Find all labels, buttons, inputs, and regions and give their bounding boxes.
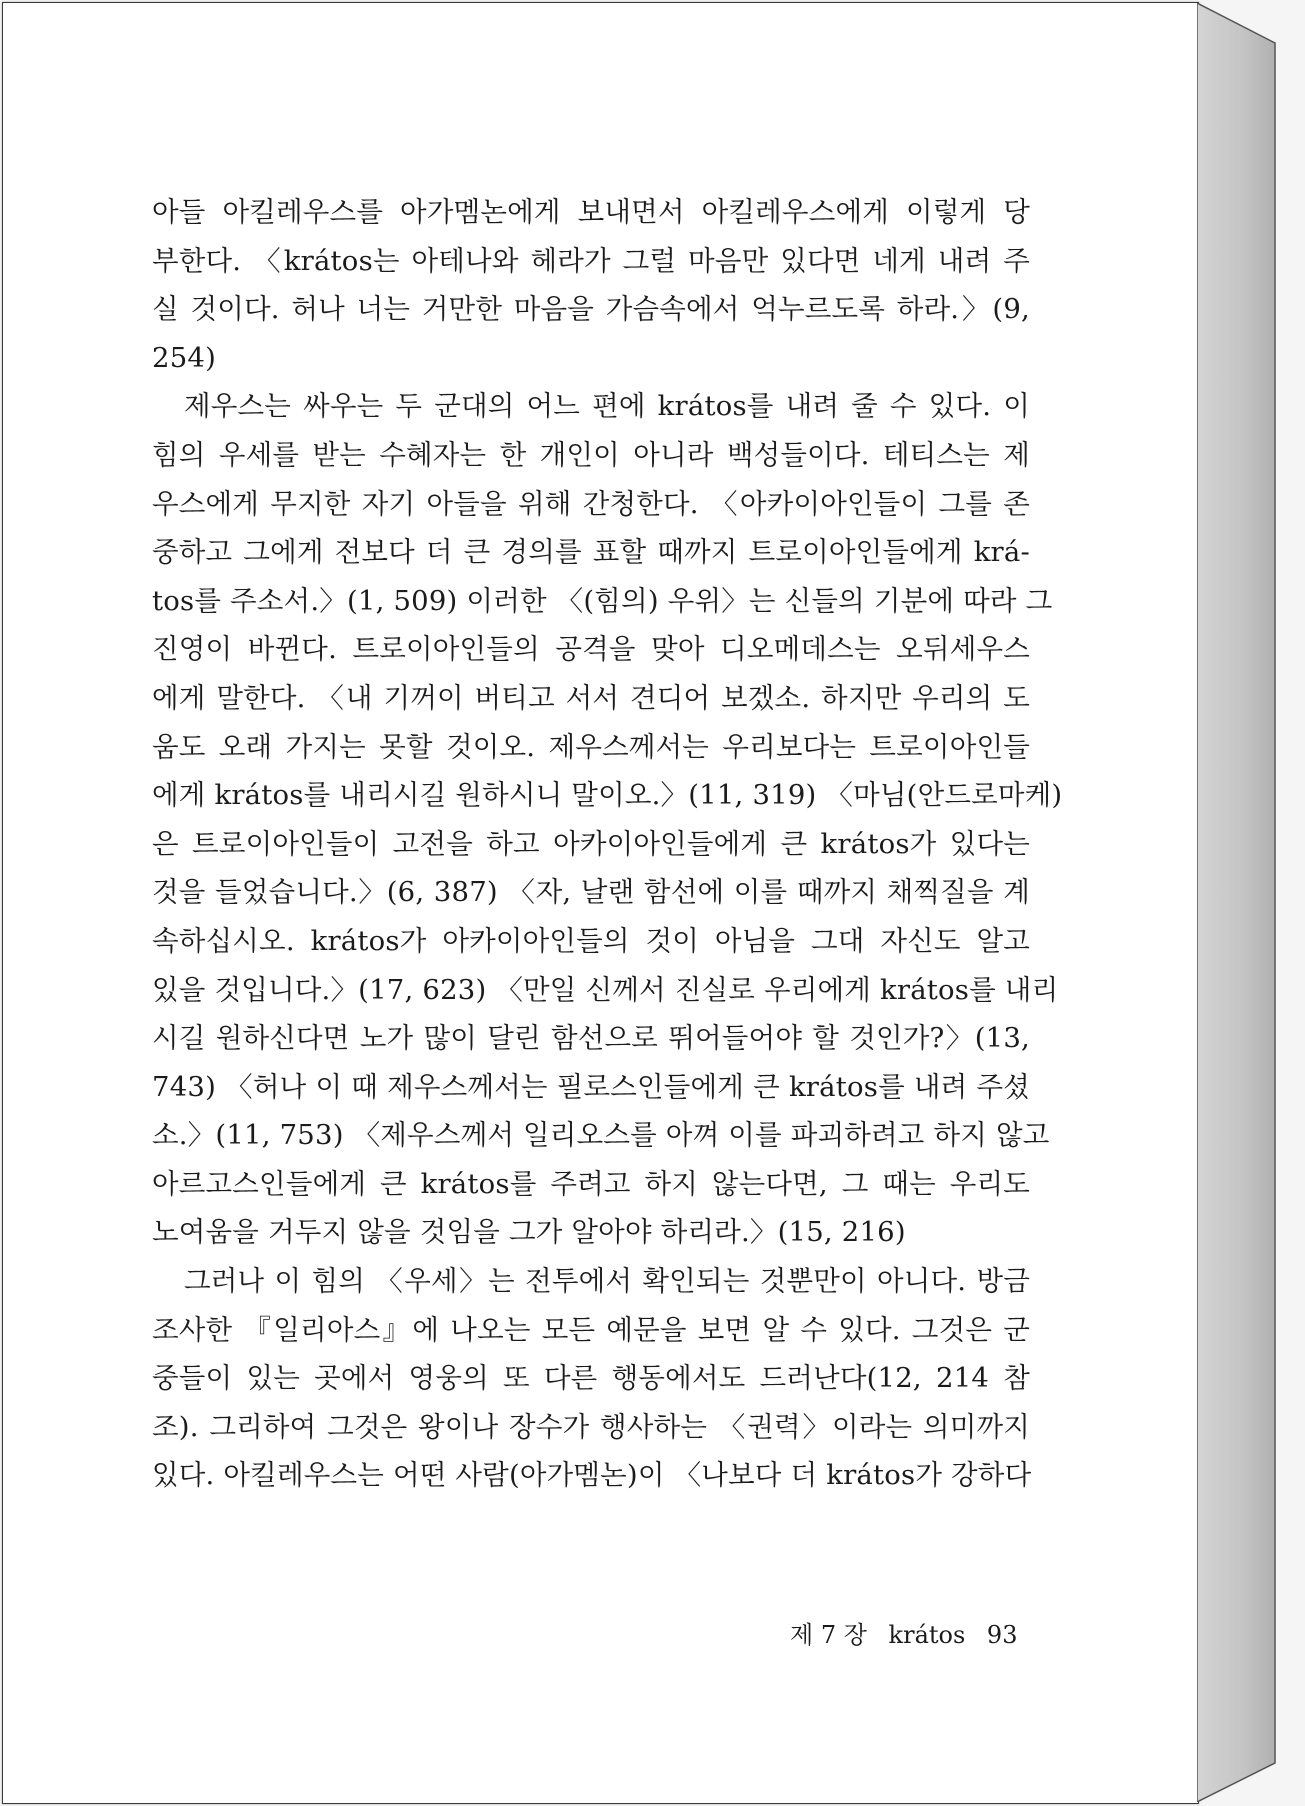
- text-line: 시길 원하신다면 노가 많이 달린 함선으로 뛰어들어야 할 것인가?〉(13,: [152, 1022, 1030, 1055]
- page-number: 93: [986, 1621, 1018, 1649]
- text-line: 노여움을 거두지 않을 것임을 그가 알아야 하리라.〉(15, 216): [152, 1216, 906, 1249]
- text-line: 에게 말한다. 〈내 기꺼이 버티고 서서 견디어 보겠소. 하지만 우리의 도: [152, 681, 1030, 714]
- text-line: 있을 것입니다.〉(17, 623) 〈만일 신께서 진실로 우리에게 krátos를 내리: [152, 973, 1059, 1006]
- text-line: 제우스는 싸우는 두 군대의 어느 편에 krátos를 내려 줄 수 있다. 이: [184, 390, 1030, 423]
- text-line: 부한다. 〈krátos는 아테나와 헤라가 그럴 마음만 있다면 네게 내려 주: [152, 244, 1030, 277]
- book-page-edge: [1197, 3, 1277, 1802]
- text-line: 움도 오래 가지는 못할 것이오. 제우스께서는 우리보다는 트로이아인들: [152, 730, 1030, 763]
- page-footer: [790, 1615, 1040, 1650]
- text-line: 중하고 그에게 전보다 더 큰 경의를 표할 때까지 트로이아인들에게 krá-: [152, 536, 1030, 569]
- text-line: 우스에게 무지한 자기 아들을 위해 간청한다. 〈아카이아인들이 그를 존: [152, 487, 1030, 520]
- text-line: 아들 아킬레우스를 아가멤논에게 보내면서 아킬레우스에게 이렇게 당: [152, 196, 1030, 228]
- text-line: 소.〉(11, 753) 〈제우스께서 일리오스를 아껴 이를 파괴하려고 하지 않고: [152, 1119, 1050, 1152]
- text-line: 것을 들었습니다.〉(6, 387) 〈자, 날랜 함선에 이를 때까지 채찍질을 계: [152, 876, 1030, 909]
- text-line: 에게 krátos를 내리시길 원하시니 말이오.〉(11, 319) 〈마님(안드로마케): [152, 779, 1063, 812]
- text-line: tos를 주소서.〉(1, 509) 이러한 〈(힘의) 우위〉는 신들의 기분에 따라 그: [152, 584, 1053, 617]
- body-text: [152, 188, 1063, 1500]
- text-line: 254): [152, 341, 217, 374]
- text-line: 아르고스인들에게 큰 krátos를 주려고 하지 않는다면, 그 때는 우리도: [152, 1167, 1030, 1200]
- text-line: 조사한 『일리아스』에 나오는 모든 예문을 보면 알 수 있다. 그것은 군: [152, 1313, 1030, 1346]
- footer-title: krátos: [888, 1621, 966, 1649]
- text-line: 실 것이다. 허나 너는 거만한 마음을 가슴속에서 억누르도록 하라.〉(9,: [152, 293, 1030, 326]
- text-line: 중들이 있는 곳에서 영웅의 또 다른 행동에서도 드러난다(12, 214 참: [152, 1362, 1030, 1395]
- text-line: 은 트로이아인들이 고전을 하고 아카이아인들에게 큰 krátos가 있다는: [152, 827, 1030, 860]
- text-line: 속하십시오. krátos가 아카이아인들의 것이 아님을 그대 자신도 알고: [152, 924, 1030, 957]
- text-line: 그러나 이 힘의 〈우세〉는 전투에서 확인되는 것뿐만이 아니다. 방금: [184, 1265, 1030, 1298]
- footer-chapter: 제 7 장: [790, 1621, 867, 1649]
- text-line: 있다. 아킬레우스는 어떤 사람(아가멤논)이 〈나보다 더 krátos가 강하다: [152, 1459, 1032, 1492]
- text-line: 힘의 우세를 받는 수혜자는 한 개인이 아니라 백성들이다. 테티스는 제: [152, 438, 1030, 471]
- text-line: 진영이 바뀐다. 트로이아인들의 공격을 맞아 디오메데스는 오뒤세우스: [152, 633, 1030, 666]
- text-line: 조). 그리하여 그것은 왕이나 장수가 행사하는 〈권력〉이라는 의미까지: [152, 1410, 1030, 1443]
- text-line: 743) 〈허나 이 때 제우스께서는 필로스인들에게 큰 krátos를 내려 주셨: [152, 1070, 1030, 1103]
